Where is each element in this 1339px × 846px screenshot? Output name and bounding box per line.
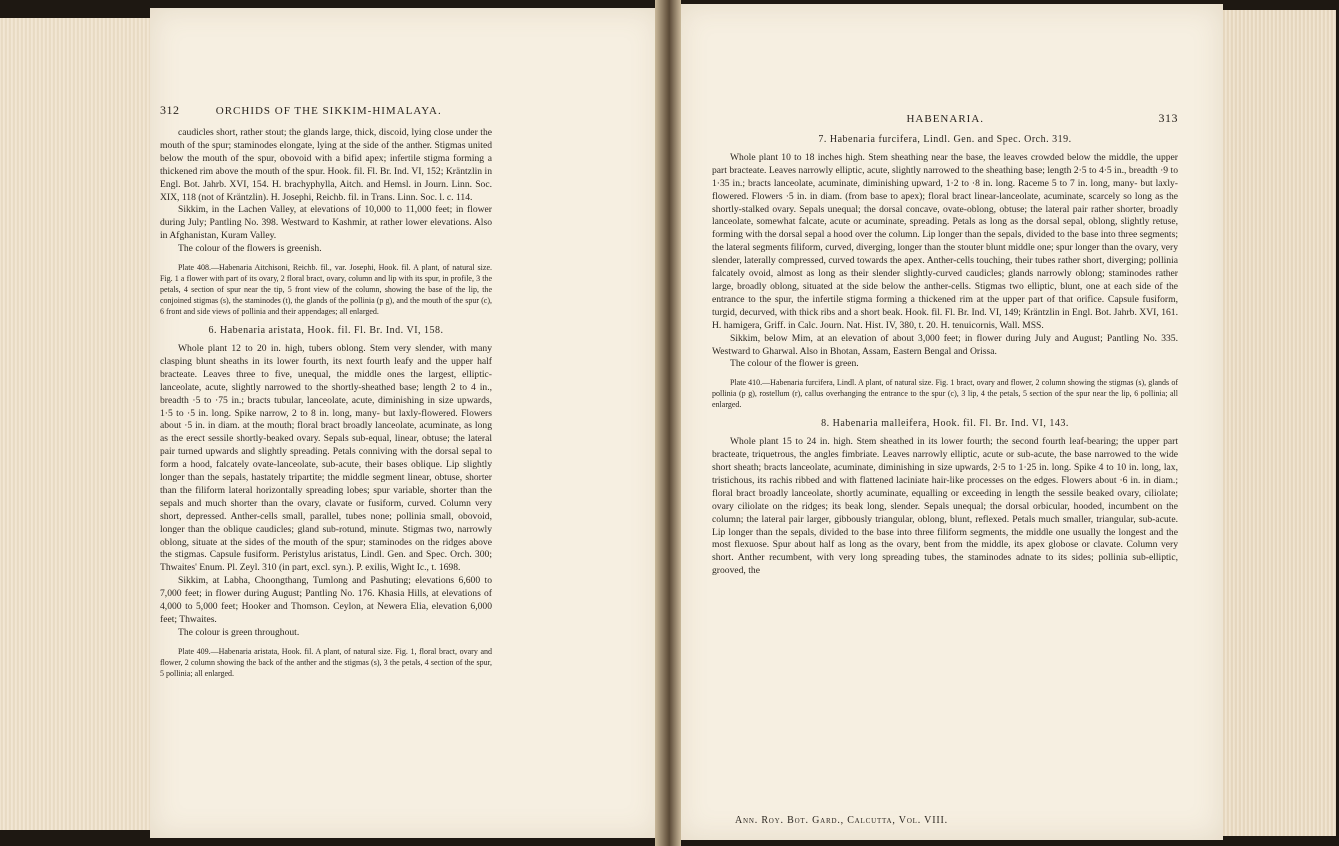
body-paragraph: caudicles short, rather stout; the glands large, thick, discoid, lying close under the mouth of the spur; staminodes elongate, lying at the side of the anther. Stigmas united below the mouth of the spur, obovoid with a bifid apex; infertile stigma forming a thickened rim above the mouth of the spur. Hook. fil. Fl. Br. Ind. VI, 152; Kräntzlin in Engl. Bot. Jahrb. XVI, 154. H. brachyphylla, Aitch. and Hemsl. in Journ. Linn. Soc. XIX, 118 (not of Kräntzlin). H. Josephi, Reichb. fil. in Trans. Linn. Soc. l. c. 114. <box>160 127 492 203</box>
plate-caption: Plate 409.—Habenaria aristata, Hook. fil. A plant, of natural size. Fig. 1, floral bract, ovary and flower, 2 column showing the back of the anther and the stigmas (s), 3 the petals, 4 section of the spur, 5 pollinia; all enlarged. <box>160 646 492 678</box>
body-paragraph: The colour is green throughout. <box>178 626 300 638</box>
body-paragraph: Sikkim, in the Lachen Valley, at elevations of 10,000 to 11,000 feet; in flower during July; Pantling No. 398. Westward to Kashmir, at rather lower elevations. Also in Afghanistan, Kuram Valley. <box>160 204 492 242</box>
left-page-number: 312 <box>160 103 180 117</box>
right-page-header <box>712 111 1178 126</box>
journal-footer: Ann. Roy. Bot. Gard., Calcutta, Vol. VIII. <box>735 815 948 826</box>
right-page-number: 313 <box>1158 111 1178 125</box>
left-running-title: ORCHIDS OF THE SIKKIM-HIMALAYA. <box>215 105 442 117</box>
species-heading: 6. Habenaria aristata, Hook. fil. Fl. Br. Ind. VI, 158. <box>208 325 444 337</box>
body-paragraph: Whole plant 10 to 18 inches high. Stem sheathing near the base, the leaves crowded below the middle, the upper part bracteate. Leaves narrowly elliptic, acute, slightly narrowed to the sheathing base; length 2·5 to 4·5 in., breadth ·9 to 1·35 in.; bracts lanceolate, acuminate, diminishing upward, 1·2 to ·8 in. long. Raceme 5 to 7 in. long, many- but laxly-flowered. Flowers ·5 in. in diam. (from base to apex); floral bract linear-lanceolate, acuminate, scarcely so long as the shortly-stalked ovary. Sepals unequal; the dorsal concave, ovate-oblong, obtuse; the lateral pair rather shorter, broadly lanceolate, somewhat falcate, acute or acuminate, spreading. Petals as long as the dorsal sepal, oblong, slightly retuse, forming with the dorsal sepal a hood over the column. Lip longer than the sepals, divided to the base into three segments; the lateral segments filiform, curved, diverging, longer than the stouter blunt middle one; spur longer than the ovary, very slender, laterally compressed, curved towards the apex. Anther-cells touching, their tubes rather short, diverging; pollinia falcately ovoid, almost as long as their slender slightly-curved caudicles; glands narrowly oblong; staminodes rather large, broadly oblong, situated at the side below the anther-cells. Stigmas two elliptic, blunt, one at each side of the entrance to the spur, the infertile stigma forming a thickened rim at the upper part of that orifice. Capsule fusiform, turgid, decurved, with thick ribs and a short beak. Hook. fil. Fl. Br. Ind. VI, 149; Kräntzlin in Engl. Bot. Jahrb. XVI, 161. H. hamigera, Griff. in Calc. Journ. Nat. Hist. IV, 380, t. 20. H. tenuicornis, Wall. MSS. <box>712 151 1178 331</box>
body-paragraph: Whole plant 15 to 24 in. high. Stem sheathed in its lower fourth; the second fourth leaf-bearing; the upper part bracteate, triquetrous, the angles fimbriate. Leaves narrowly elliptic, acute or sub-acute, the base narrowed to the wide short sheath; bracts lanceolate, acuminate, diminishing in size upwards, 2·5 to 1·25 in. long. Spike 4 to 10 in. long, lax, tristichous, its rachis ribbed and with flattened laciniate hair-like processes on the edges. Flowers about ·6 in. in diam.; floral bract broadly lanceolate, shortly acuminate, equalling or exceeding in length the sessile beaked ovary, ciliolate; ovary ciliolate on the ridges; its beak long, slender. Sepals unequal; the dorsal orbicular, hooded, incumbent on the column; the lateral pair larger, gibbously triangular, oblong, blunt, reflexed. Petals much smaller, triangular, sub-acute. Lip longer than the sepals, divided to the base into three filiform segments, the middle one usually the longest and the most flexuose. Spur about half as long as the ovary, bent from the middle, its apex globose or clavate. Column very short. Anther recumbent, with very long spreading tubes, the staminodes adnate to its sides; pollinia sub-elliptic, grooved, the <box>712 436 1178 577</box>
right-page-body <box>712 134 1178 578</box>
left-page-body <box>160 127 492 681</box>
right-running-title: HABENARIA. <box>906 113 985 125</box>
right-page-edges <box>1218 10 1336 836</box>
body-paragraph: Sikkim, below Mim, at an elevation of about 3,000 feet; in flower during July and August; Pantling No. 335. Westward to Gharwal. Also in Bhotan, Assam, Eastern Bengal and Orissa. <box>712 332 1178 357</box>
body-paragraph: The colour of the flowers is greenish. <box>178 243 322 255</box>
plate-caption: Plate 410.—Habenaria furcifera, Lindl. A plant, of natural size. Fig. 1 bract, ovary and flower, 2 column showing the stigmas (s), glands of pollinia (p g), rostellum (r), callus overhanging the entrance to the spur (c), 3 lip, 4 the petals, 5 section of the spur near the lip, 6 pollinia; all enlarged. <box>712 378 1178 410</box>
body-paragraph: The colour of the flower is green. <box>730 358 859 370</box>
left-page-header <box>160 103 498 118</box>
body-paragraph: Sikkim, at Labha, Choongthang, Tumlong and Pashuting; elevations 6,600 to 7,000 feet; in flower during August; Pantling No. 176. Khasia Hills, at elevations of 4,000 to 5,000 feet; Hooker and Thomson. Ceylon, at Newera Elia, elevation 6,000 feet; Thwaites. <box>160 575 492 625</box>
plate-caption: Plate 408.—Habenaria Aitchisoni, Reichb. fil., var. Josephi, Hook. fil. A plant, of natural size. Fig. 1 a flower with part of its ovary, 2 floral bract, ovary, column and lip with its spur, in profile, 3 the petals, 4 section of spur near the tip, 5 front view of the column, showing the base of the lip, the conjoined stigmas (s), the staminodes (t), the glands of the pollinia (p g), and the mouth of the spur (c), 6 front and side views of pollinia and their appendages; all enlarged. <box>160 263 492 317</box>
book-gutter <box>655 0 681 846</box>
species-heading: 8. Habenaria malleifera, Hook. fil. Fl. Br. Ind. VI, 143. <box>821 418 1069 430</box>
body-paragraph: Whole plant 12 to 20 in. high, tubers oblong. Stem very slender, with many clasping blunt sheaths in its lower fourth, its next fourth leafy and the upper half bracteate. Leaves three to five, unequal, the middle ones the largest, elliptic-lanceolate, acute, slightly narrowed to the shortly-sheathed base; length 2 to 4 in., breadth ·5 to ·75 in.; bracts tubular, lanceolate, acute, diminishing in size upwards, 1·5 to ·5 in. long. Spike narrow, 2 to 8 in. long, many- but laxly-flowered. Flowers about ·5 in. in diam. at the mouth; floral bract broadly lanceolate, acuminate, as long as the erect sessile shortly-beaked ovary. Sepals sub-equal, linear, obtuse; the lateral pair turned upwards and slightly spreading. Petals conniving with the dorsal sepal to form a hood, falcately ovate-lanceolate, sub-acute, their bases oblique. Lip slightly longer than the sepals, hastately tripartite; the middle segment linear, obtuse, shorter than the filiform lateral horizontally spreading lobes; spur variable, shorter than the sepals and much shorter than the ovary, clavate or fusiform, curved. Column very short, depressed. Anther-cells small, parallel, tubes none; pollinia small, obovoid, longer than the oblique caudicles; gland sub-rotund, minute. Stigmas two, narrowly oblong, situate at the sides of the mouth of the spur; staminodes on the ridges above the stigmas. Capsule fusiform. Peristylus aristatus, Lindl. Gen. and Spec. Orch. 300; Thwaites' Enum. Pl. Zeyl. 310 (in part, excl. syn.). P. exilis, Wight Ic., t. 1698. <box>160 342 492 574</box>
species-heading: 7. Habenaria furcifera, Lindl. Gen. and Spec. Orch. 319. <box>818 134 1072 145</box>
